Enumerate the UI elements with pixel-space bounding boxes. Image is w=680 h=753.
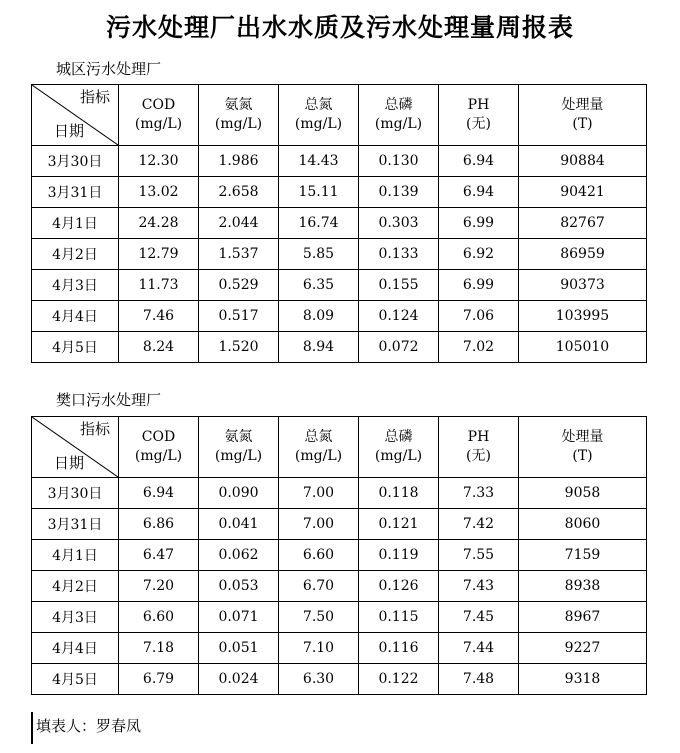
value-cell: 24.28 [119, 208, 199, 239]
value-cell: 0.051 [199, 633, 279, 664]
form-filler: 填表人：罗春凤 [36, 717, 142, 735]
table-row [32, 208, 647, 239]
column-name: PH [467, 97, 490, 113]
date-cell: 3月30日 [32, 478, 119, 509]
value-cell: 0.090 [199, 478, 279, 509]
value-cell: 7.06 [439, 301, 519, 332]
diagonal-header-cell [32, 85, 119, 146]
date-cell: 4月1日 [32, 208, 119, 239]
report-title: 污水处理厂出水水质及污水处理量周报表 [105, 13, 574, 42]
value-cell: 0.133 [359, 239, 439, 270]
value-cell: 8967 [519, 602, 647, 633]
column-unit: (T) [572, 448, 593, 464]
value-cell: 6.79 [119, 664, 199, 695]
column-unit: (mg/L) [294, 116, 343, 132]
value-cell: 2.044 [199, 208, 279, 239]
value-cell: 6.92 [439, 239, 519, 270]
value-cell: 7.18 [119, 633, 199, 664]
column-unit: (mg/L) [294, 448, 343, 464]
value-cell: 0.121 [359, 509, 439, 540]
value-cell: 0.115 [359, 602, 439, 633]
date-label: 日期 [54, 122, 85, 140]
value-cell: 7.55 [439, 540, 519, 571]
table-row [32, 509, 647, 540]
table-row [32, 571, 647, 602]
value-cell: 8938 [519, 571, 647, 602]
header-row [32, 85, 647, 146]
value-cell: 9318 [519, 664, 647, 695]
table-row [32, 478, 647, 509]
column-name: 处理量 [561, 429, 604, 445]
indicator-label: 指标 [79, 420, 110, 438]
table-row [32, 146, 647, 177]
value-cell: 0.119 [359, 540, 439, 571]
value-cell: 0.118 [359, 478, 439, 509]
column-unit: (mg/L) [134, 448, 183, 464]
table-row [32, 177, 647, 208]
table-row [32, 332, 647, 363]
value-cell: 6.35 [279, 270, 359, 301]
value-cell: 8060 [519, 509, 647, 540]
column-header [119, 85, 199, 146]
value-cell: 7.00 [279, 478, 359, 509]
diagonal-header-cell [32, 417, 119, 478]
value-cell: 15.11 [279, 177, 359, 208]
value-cell: 7.45 [439, 602, 519, 633]
column-name: 氨氮 [224, 97, 253, 113]
value-cell: 0.155 [359, 270, 439, 301]
table-row [32, 602, 647, 633]
value-cell: 6.94 [439, 146, 519, 177]
column-name: 总氮 [304, 429, 333, 445]
column-header [519, 85, 647, 146]
date-cell: 4月3日 [32, 270, 119, 301]
value-cell: 7.43 [439, 571, 519, 602]
value-cell: 1.537 [199, 239, 279, 270]
column-header [199, 85, 279, 146]
column-name: COD [141, 97, 176, 113]
value-cell: 0.517 [199, 301, 279, 332]
value-cell: 7.42 [439, 509, 519, 540]
value-cell: 6.99 [439, 208, 519, 239]
value-cell: 8.94 [279, 332, 359, 363]
value-cell: 0.122 [359, 664, 439, 695]
column-name: 总磷 [384, 97, 413, 113]
value-cell: 12.79 [119, 239, 199, 270]
value-cell: 7.02 [439, 332, 519, 363]
value-cell: 0.062 [199, 540, 279, 571]
value-cell: 0.024 [199, 664, 279, 695]
table-row [32, 270, 647, 301]
fankou-plant-table [31, 416, 647, 695]
value-cell: 6.60 [279, 540, 359, 571]
footer-bar [31, 712, 33, 744]
table-row [32, 239, 647, 270]
column-unit: (mg/L) [374, 448, 423, 464]
value-cell: 14.43 [279, 146, 359, 177]
date-cell: 4月2日 [32, 239, 119, 270]
header-row [32, 417, 647, 478]
table-row [32, 301, 647, 332]
column-header [359, 85, 439, 146]
value-cell: 6.86 [119, 509, 199, 540]
value-cell: 12.30 [119, 146, 199, 177]
value-cell: 0.116 [359, 633, 439, 664]
city-plant-table [31, 84, 647, 363]
value-cell: 6.99 [439, 270, 519, 301]
value-cell: 0.529 [199, 270, 279, 301]
value-cell: 13.02 [119, 177, 199, 208]
value-cell: 0.130 [359, 146, 439, 177]
date-cell: 4月3日 [32, 602, 119, 633]
section-label-city-plant: 城区污水处理厂 [56, 60, 162, 78]
date-cell: 4月4日 [32, 633, 119, 664]
column-header [359, 417, 439, 478]
value-cell: 0.041 [199, 509, 279, 540]
value-cell: 6.94 [439, 177, 519, 208]
column-unit: (mg/L) [214, 116, 263, 132]
value-cell: 2.658 [199, 177, 279, 208]
value-cell: 90373 [519, 270, 647, 301]
value-cell: 0.303 [359, 208, 439, 239]
value-cell: 90421 [519, 177, 647, 208]
value-cell: 0.126 [359, 571, 439, 602]
value-cell: 86959 [519, 239, 647, 270]
date-cell: 4月5日 [32, 664, 119, 695]
table-row [32, 664, 647, 695]
column-unit: (T) [572, 116, 593, 132]
value-cell: 8.24 [119, 332, 199, 363]
value-cell: 1.986 [199, 146, 279, 177]
date-cell: 4月4日 [32, 301, 119, 332]
value-cell: 6.47 [119, 540, 199, 571]
value-cell: 5.85 [279, 239, 359, 270]
column-header [119, 417, 199, 478]
value-cell: 6.60 [119, 602, 199, 633]
value-cell: 8.09 [279, 301, 359, 332]
table-row [32, 633, 647, 664]
value-cell: 7.20 [119, 571, 199, 602]
indicator-label: 指标 [79, 88, 110, 106]
value-cell: 6.94 [119, 478, 199, 509]
value-cell: 7.46 [119, 301, 199, 332]
value-cell: 7.10 [279, 633, 359, 664]
table-row [32, 540, 647, 571]
column-name: 氨氮 [224, 429, 253, 445]
value-cell: 6.70 [279, 571, 359, 602]
column-header [519, 417, 647, 478]
value-cell: 0.053 [199, 571, 279, 602]
column-name: 总磷 [384, 429, 413, 445]
value-cell: 7.50 [279, 602, 359, 633]
value-cell: 1.520 [199, 332, 279, 363]
column-name: PH [467, 429, 490, 445]
column-header [199, 417, 279, 478]
column-unit: (无) [466, 116, 491, 132]
date-cell: 4月5日 [32, 332, 119, 363]
column-unit: (mg/L) [374, 116, 423, 132]
value-cell: 7.00 [279, 509, 359, 540]
value-cell: 0.124 [359, 301, 439, 332]
value-cell: 90884 [519, 146, 647, 177]
column-header [439, 85, 519, 146]
value-cell: 9058 [519, 478, 647, 509]
column-name: COD [141, 429, 176, 445]
date-cell: 3月31日 [32, 177, 119, 208]
date-cell: 3月31日 [32, 509, 119, 540]
value-cell: 105010 [519, 332, 647, 363]
value-cell: 11.73 [119, 270, 199, 301]
value-cell: 7.33 [439, 478, 519, 509]
value-cell: 6.30 [279, 664, 359, 695]
value-cell: 9227 [519, 633, 647, 664]
date-cell: 4月2日 [32, 571, 119, 602]
date-cell: 4月1日 [32, 540, 119, 571]
value-cell: 0.139 [359, 177, 439, 208]
value-cell: 7.44 [439, 633, 519, 664]
date-cell: 3月30日 [32, 146, 119, 177]
section-label-fankou-plant: 樊口污水处理厂 [56, 391, 162, 409]
value-cell: 0.071 [199, 602, 279, 633]
value-cell: 0.072 [359, 332, 439, 363]
date-label: 日期 [54, 454, 85, 472]
value-cell: 7159 [519, 540, 647, 571]
column-header [439, 417, 519, 478]
value-cell: 103995 [519, 301, 647, 332]
value-cell: 7.48 [439, 664, 519, 695]
column-header [279, 417, 359, 478]
column-name: 总氮 [304, 97, 333, 113]
column-unit: (mg/L) [134, 116, 183, 132]
column-header [279, 85, 359, 146]
value-cell: 16.74 [279, 208, 359, 239]
column-unit: (无) [466, 448, 491, 464]
column-unit: (mg/L) [214, 448, 263, 464]
value-cell: 82767 [519, 208, 647, 239]
column-name: 处理量 [561, 97, 604, 113]
